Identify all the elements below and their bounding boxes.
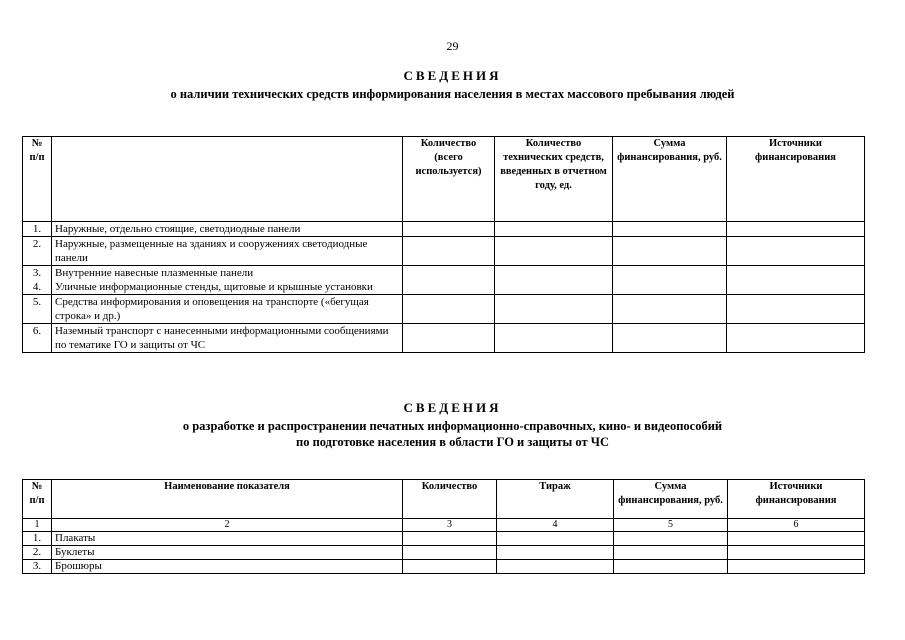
header-total-count: Количество (всего используется): [403, 137, 495, 222]
cell: [613, 237, 727, 266]
cell: [403, 295, 495, 324]
cell: [728, 560, 865, 574]
column-number: 5: [614, 519, 728, 532]
cell: [613, 324, 727, 353]
row-text: Буклеты: [52, 546, 403, 560]
cell: [495, 295, 613, 324]
table-row: [23, 295, 865, 324]
cell: [613, 222, 727, 237]
page-number: 29: [446, 39, 459, 53]
printed-materials-table: [22, 479, 865, 574]
cell: [495, 237, 613, 266]
row-text: Брошюры: [52, 560, 403, 574]
row-num: 1.: [23, 532, 52, 546]
row-text: Средства информирования и оповещения на транспорте («бегущая строка» и др.): [52, 295, 403, 324]
cell: [403, 532, 497, 546]
cell: [728, 532, 865, 546]
cell: [497, 532, 614, 546]
section2-subtitle-line1: о разработке и распространении печатных информационно-справочных, кино- и видеопособий: [182, 419, 723, 433]
row-num: [23, 266, 52, 295]
column-number: 1: [23, 519, 52, 532]
header-funding-sources: Источники финансирования: [728, 480, 865, 519]
row-text: Наружные, отдельно стоящие, светодиодные панели: [52, 222, 403, 237]
header-funding-sum: Сумма финансирования, руб.: [614, 480, 728, 519]
row-text: Плакаты: [52, 532, 403, 546]
row-num: 5.: [23, 295, 52, 324]
header-circulation: Тираж: [497, 480, 614, 519]
table-row: [23, 222, 865, 237]
technical-means-table: [22, 136, 865, 353]
row-num: 2.: [23, 237, 52, 266]
section1-title: СВЕДЕНИЯ: [403, 68, 502, 83]
column-number: 6: [728, 519, 865, 532]
row-text-3: Внутренние навесные плазменные панели: [55, 267, 254, 279]
cell: [403, 324, 495, 353]
cell: [495, 324, 613, 353]
table-header-row: [23, 480, 865, 519]
header-num: № п/п: [23, 137, 52, 222]
table-row: [23, 237, 865, 266]
header-name: [52, 137, 403, 222]
cell: [728, 546, 865, 560]
cell: [727, 266, 865, 295]
table-row: [23, 546, 865, 560]
row-num: 6.: [23, 324, 52, 353]
column-numbers-row: [23, 519, 865, 532]
row-text: Наружные, размещенные на зданиях и сооружениях светодиодные панели: [52, 237, 403, 266]
cell: [497, 560, 614, 574]
cell: [403, 237, 495, 266]
header-funding-sources: Источники финансирования: [727, 137, 865, 222]
cell: [727, 295, 865, 324]
cell: [403, 266, 495, 295]
cell: [727, 237, 865, 266]
cell: [403, 546, 497, 560]
row-text: Наземный транспорт с нанесенными информационными сообщениями по тематике ГО и защиты от ЧС: [52, 324, 403, 353]
cell: [614, 560, 728, 574]
row-text-4: Уличные информационные стенды, щитовые и крышные установки: [55, 281, 373, 293]
cell: [613, 295, 727, 324]
row-num: 1.: [23, 222, 52, 237]
header-num: № п/п: [23, 480, 52, 519]
cell: [403, 222, 495, 237]
header-quantity: Количество: [403, 480, 497, 519]
row-num-4: 4.: [32, 281, 42, 293]
column-number: 4: [497, 519, 614, 532]
column-number: 2: [52, 519, 403, 532]
row-num: 2.: [23, 546, 52, 560]
row-num: 3.: [23, 560, 52, 574]
cell: [614, 532, 728, 546]
cell: [497, 546, 614, 560]
table-row: [23, 532, 865, 546]
header-introduced-count: Количество технических средств, введенных в отчетном году, ед.: [495, 137, 613, 222]
row-text: [52, 266, 403, 295]
table-row: [23, 560, 865, 574]
cell: [403, 560, 497, 574]
header-funding-sum: Сумма финансирования, руб.: [613, 137, 727, 222]
row-num-3: 3.: [32, 267, 42, 279]
cell: [727, 324, 865, 353]
section2-title: СВЕДЕНИЯ: [403, 400, 502, 415]
column-number: 3: [403, 519, 497, 532]
table-row-merged: [23, 266, 865, 295]
table-header-row: [23, 137, 865, 222]
cell: [495, 222, 613, 237]
section1-subtitle: о наличии технических средств информирования населения в местах массового пребывания людей: [170, 87, 735, 101]
cell: [495, 266, 613, 295]
cell: [727, 222, 865, 237]
cell: [614, 546, 728, 560]
header-indicator-name: Наименование показателя: [52, 480, 403, 519]
cell: [613, 266, 727, 295]
table-row: [23, 324, 865, 353]
section2-subtitle-line2: по подготовке населения в области ГО и защиты от ЧС: [296, 435, 609, 449]
